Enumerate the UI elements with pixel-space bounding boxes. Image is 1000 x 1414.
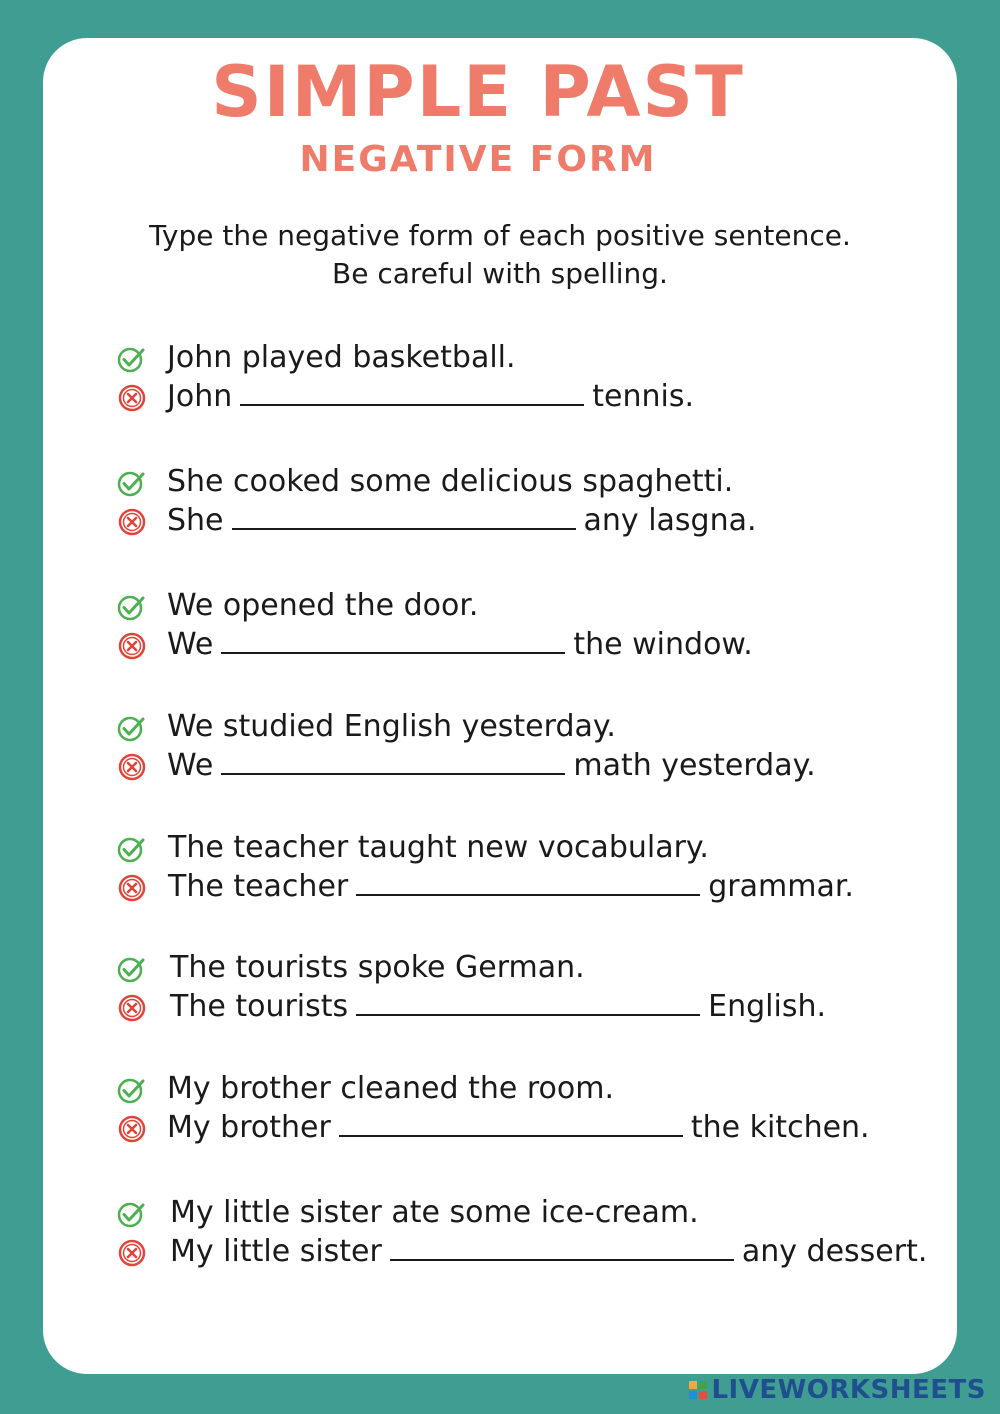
instructions-line-1: Type the negative form of each positive sentence. xyxy=(149,219,851,252)
negative-start-text: We xyxy=(167,627,214,662)
x-circle-icon xyxy=(117,1114,147,1144)
positive-text: She cooked some delicious spaghetti. xyxy=(167,464,734,499)
x-circle-icon xyxy=(117,993,147,1023)
negative-end-text: grammar. xyxy=(708,869,854,904)
negative-start-text: My brother xyxy=(167,1110,331,1145)
instructions-line-2: Be careful with spelling. xyxy=(332,257,668,290)
watermark-text: LIVEWORKSHEETS xyxy=(711,1375,986,1405)
check-circle-icon xyxy=(116,954,146,984)
answer-blank[interactable] xyxy=(356,868,700,896)
positive-text: John played basketball. xyxy=(167,340,516,375)
check-circle-icon xyxy=(116,344,146,374)
check-circle-icon xyxy=(116,592,146,622)
answer-blank[interactable] xyxy=(356,988,700,1016)
check-circle-icon xyxy=(116,834,146,864)
check-circle-icon xyxy=(116,1075,146,1105)
page-title: SIMPLE PAST xyxy=(211,51,745,133)
negative-end-text: the kitchen. xyxy=(690,1110,870,1145)
negative-end-text: math yesterday. xyxy=(573,748,816,783)
positive-text: We opened the door. xyxy=(167,588,479,623)
check-circle-icon xyxy=(116,1199,146,1229)
negative-start-text: My little sister xyxy=(170,1234,382,1269)
x-circle-icon xyxy=(117,631,147,661)
negative-end-text: any dessert. xyxy=(741,1234,928,1269)
negative-end-text: tennis. xyxy=(592,379,694,414)
answer-blank[interactable] xyxy=(390,1233,734,1261)
negative-start-text: She xyxy=(167,503,224,538)
positive-text: The teacher taught new vocabulary. xyxy=(168,830,709,865)
logo-blocks-icon xyxy=(689,1381,707,1399)
x-circle-icon xyxy=(117,752,147,782)
x-circle-icon xyxy=(117,383,147,413)
answer-blank[interactable] xyxy=(221,747,565,775)
answer-blank[interactable] xyxy=(221,626,565,654)
page-subtitle: NEGATIVE FORM xyxy=(299,139,657,180)
positive-text: My brother cleaned the room. xyxy=(167,1071,614,1106)
negative-start-text: The tourists xyxy=(170,989,349,1024)
negative-start-text: The teacher xyxy=(168,869,349,904)
x-circle-icon xyxy=(117,507,147,537)
liveworksheets-logo xyxy=(689,1372,986,1408)
x-circle-icon xyxy=(117,1238,147,1268)
negative-start-text: We xyxy=(167,748,214,783)
positive-text: My little sister ate some ice-cream. xyxy=(170,1195,699,1230)
answer-blank[interactable] xyxy=(339,1109,683,1137)
answer-blank[interactable] xyxy=(232,502,576,530)
x-circle-icon xyxy=(117,873,147,903)
positive-text: The tourists spoke German. xyxy=(170,950,585,985)
negative-start-text: John xyxy=(167,379,233,414)
check-circle-icon xyxy=(116,468,146,498)
negative-end-text: English. xyxy=(708,989,827,1024)
positive-text: We studied English yesterday. xyxy=(167,709,616,744)
negative-end-text: the window. xyxy=(573,627,753,662)
answer-blank[interactable] xyxy=(240,378,584,406)
check-circle-icon xyxy=(116,713,146,743)
negative-end-text: any lasgna. xyxy=(583,503,757,538)
